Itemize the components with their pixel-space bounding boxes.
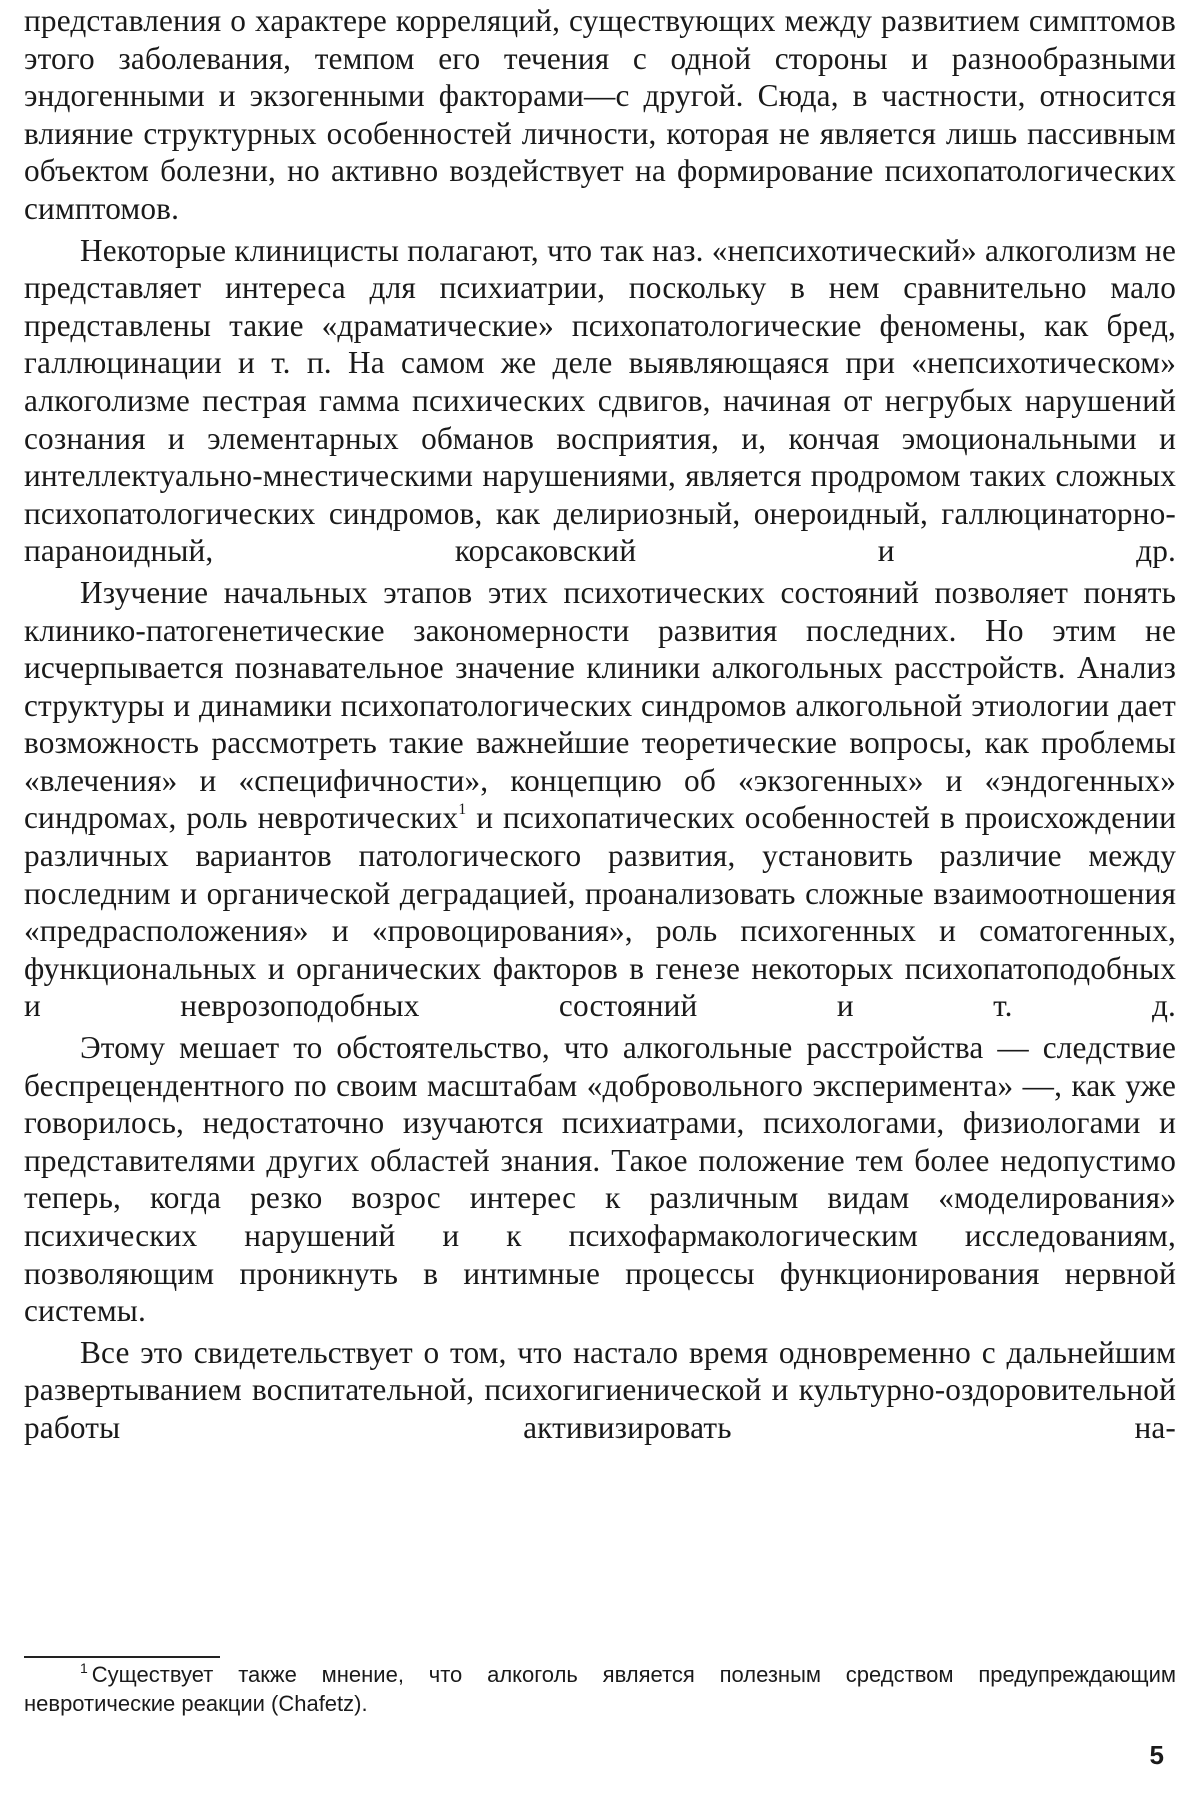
paragraph-1: представления о характере корреляций, существующих между развитием симптомов этого заболевания, темпом его течения с одной стороны и разнообразными эндогенными и экзогенными факторами—с другой. Сюда, в частности, относится влияние структурных особенностей личности, которая не является лишь пассивным объектом болезни, но активно воздействует на формирование психопатологических симптомов. xyxy=(24,3,1176,226)
paragraph-4: Этому мешает то обстоятельство, что алкогольные расстройства — следствие беспрецендентного по своим масштабам «добровольного эксперимента» —, как уже говорилось, недостаточно изучаются психиатрами, психологами, физиологами и представителями других областей знания. Такое положение тем более недопустимо теперь, когда резко возрос интерес к различным видам «моделирования» психических нарушений и к психофармакологическим исследованиям, позволяющим проникнуть в интимные процессы функционирования нервной системы. xyxy=(24,1030,1176,1329)
footnote-divider xyxy=(24,1656,220,1658)
paragraph-3 xyxy=(24,574,1176,1025)
page-number: 5 xyxy=(1149,1740,1164,1770)
paragraph-3-part-1: Изучение начальных этапов этих психотических состояний позволяет понять клинико-патогенетические закономерности развития последних. Но этим не исчерпывается познавательное значение клиники алкогольных расстройств. Анализ структуры и динамики психопатологических синдромов алкогольной этиологии дает возможность рассмотреть такие важнейшие теоретические вопросы, как проблемы «влечения» и «специфичности», концепцию об «экзогенных» и «эндогенных» синдромах, роль невротических xyxy=(24,574,1176,836)
main-text xyxy=(24,2,1176,1447)
paragraph-5: Все это свидетельствует о том, что настало время одновременно с дальнейшим развертыванием воспитательной, психогигиенической и культурно-оздоровительной работы активизировать на- xyxy=(24,1334,1176,1445)
footnote-text: Существует также мнение, что алкоголь является полезным средством предупреждающим невротические реакции (Chafetz). xyxy=(24,1662,1176,1716)
paragraph-3-part-2: и психопатических особенностей в происхождении различных вариантов патологического развития, установить различие между последним и органической деградацией, проанализовать сложные взаимоотношения «предрасположения» и «провоцирования», роль психогенных и соматогенных, функциональных и органических факторов в генезе некоторых психопатоподобных и неврозоподобных состояний и т. д. xyxy=(24,800,1176,1024)
footnote-mark: 1 xyxy=(80,1660,88,1676)
footnote-reference: 1 xyxy=(458,801,467,819)
paragraph-2: Некоторые клиницисты полагают, что так наз. «непсихотический» алкоголизм не представляет интереса для психиатрии, поскольку в нем сравнительно мало представлены такие «драматические» психопатологические феномены, как бред, галлюцинации и т. п. На самом же деле выявляющаяся при «непсихотическом» алкоголизме пестрая гамма психических сдвигов, начиная от негрубых нарушений сознания и элементарных обманов восприятия, и, кончая эмоциональными и интеллектуально-мнестическими нарушениями, является продромом таких сложных психопатологических синдромов, как делириозный, онероидный, галлюцинаторно-параноидный, корсаковский и др. xyxy=(24,232,1176,569)
footnote xyxy=(24,1660,1176,1718)
